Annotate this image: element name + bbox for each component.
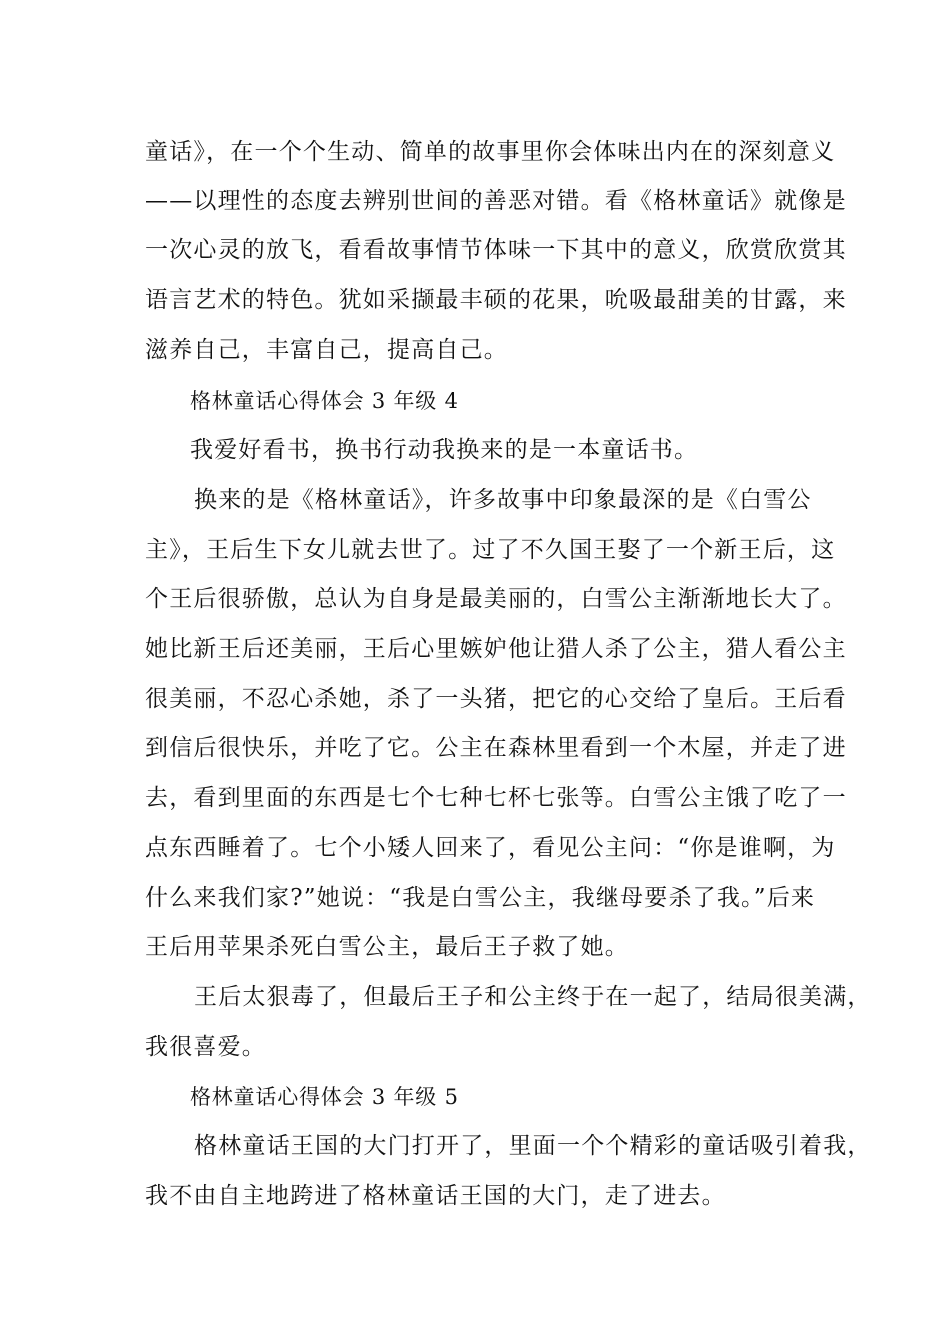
paragraph-line: 童话》，在一个个生动、简单的故事里你会体味出内在的深刻意义 (145, 139, 836, 165)
paragraph-line: 我很喜爱。 (145, 1034, 266, 1060)
paragraph-line: 很美丽，不忍心杀她，杀了一头猪，把它的心交给了皇后。王后看 (145, 686, 847, 712)
paragraph-line: 什么来我们家?”她说：“我是白雪公主，我继母要杀了我。”后来 (145, 885, 816, 911)
paragraph-line: 我不由自主地跨进了格林童话王国的大门，走了进去。 (145, 1183, 726, 1209)
paragraph-line: 换来的是《格林童话》，许多故事中印象最深的是《白雪公 (194, 487, 812, 513)
paragraph-line: 滋养自己，丰富自己，提高自己。 (145, 337, 508, 363)
paragraph-line: 点东西睡着了。七个小矮人回来了，看见公主问：“你是谁啊，为 (145, 835, 836, 861)
paragraph-line: 王后太狠毒了，但最后王子和公主终于在一起了，结局很美满， (194, 984, 872, 1010)
section-heading: 格林童话心得体会 3 年级 5 (190, 1085, 459, 1109)
paragraph-line: 我爱好看书，换书行动我换来的是一本童话书。 (190, 437, 699, 463)
paragraph-line: 语言艺术的特色。犹如采撷最丰硕的花果，吮吸最甜美的甘露，来 (145, 287, 847, 313)
paragraph-line: 一次心灵的放飞，看看故事情节体味一下其中的意义，欣赏欣赏其 (145, 237, 847, 263)
section-heading: 格林童话心得体会 3 年级 4 (190, 389, 459, 413)
paragraph-line: 主》，王后生下女儿就去世了。过了不久国王娶了一个新王后，这 (145, 537, 836, 563)
paragraph-line: 她比新王后还美丽，王后心里嫉妒他让猎人杀了公主，猎人看公主 (145, 636, 847, 662)
paragraph-line: 个王后很骄傲，总认为自身是最美丽的，白雪公主渐渐地长大了。 (145, 586, 847, 612)
paragraph-line: 去，看到里面的东西是七个七种七杯七张等。白雪公主饿了吃了一 (145, 785, 847, 811)
paragraph-line: 王后用苹果杀死白雪公主，最后王子救了她。 (145, 934, 629, 960)
paragraph-line: ——以理性的态度去辨别世间的善恶对错。看《格林童话》就像是 (145, 188, 847, 214)
paragraph-line: 格林童话王国的大门打开了，里面一个个精彩的童话吸引着我， (194, 1133, 872, 1159)
paragraph-line: 到信后很快乐，并吃了它。公主在森林里看到一个木屋，并走了进 (145, 735, 847, 761)
